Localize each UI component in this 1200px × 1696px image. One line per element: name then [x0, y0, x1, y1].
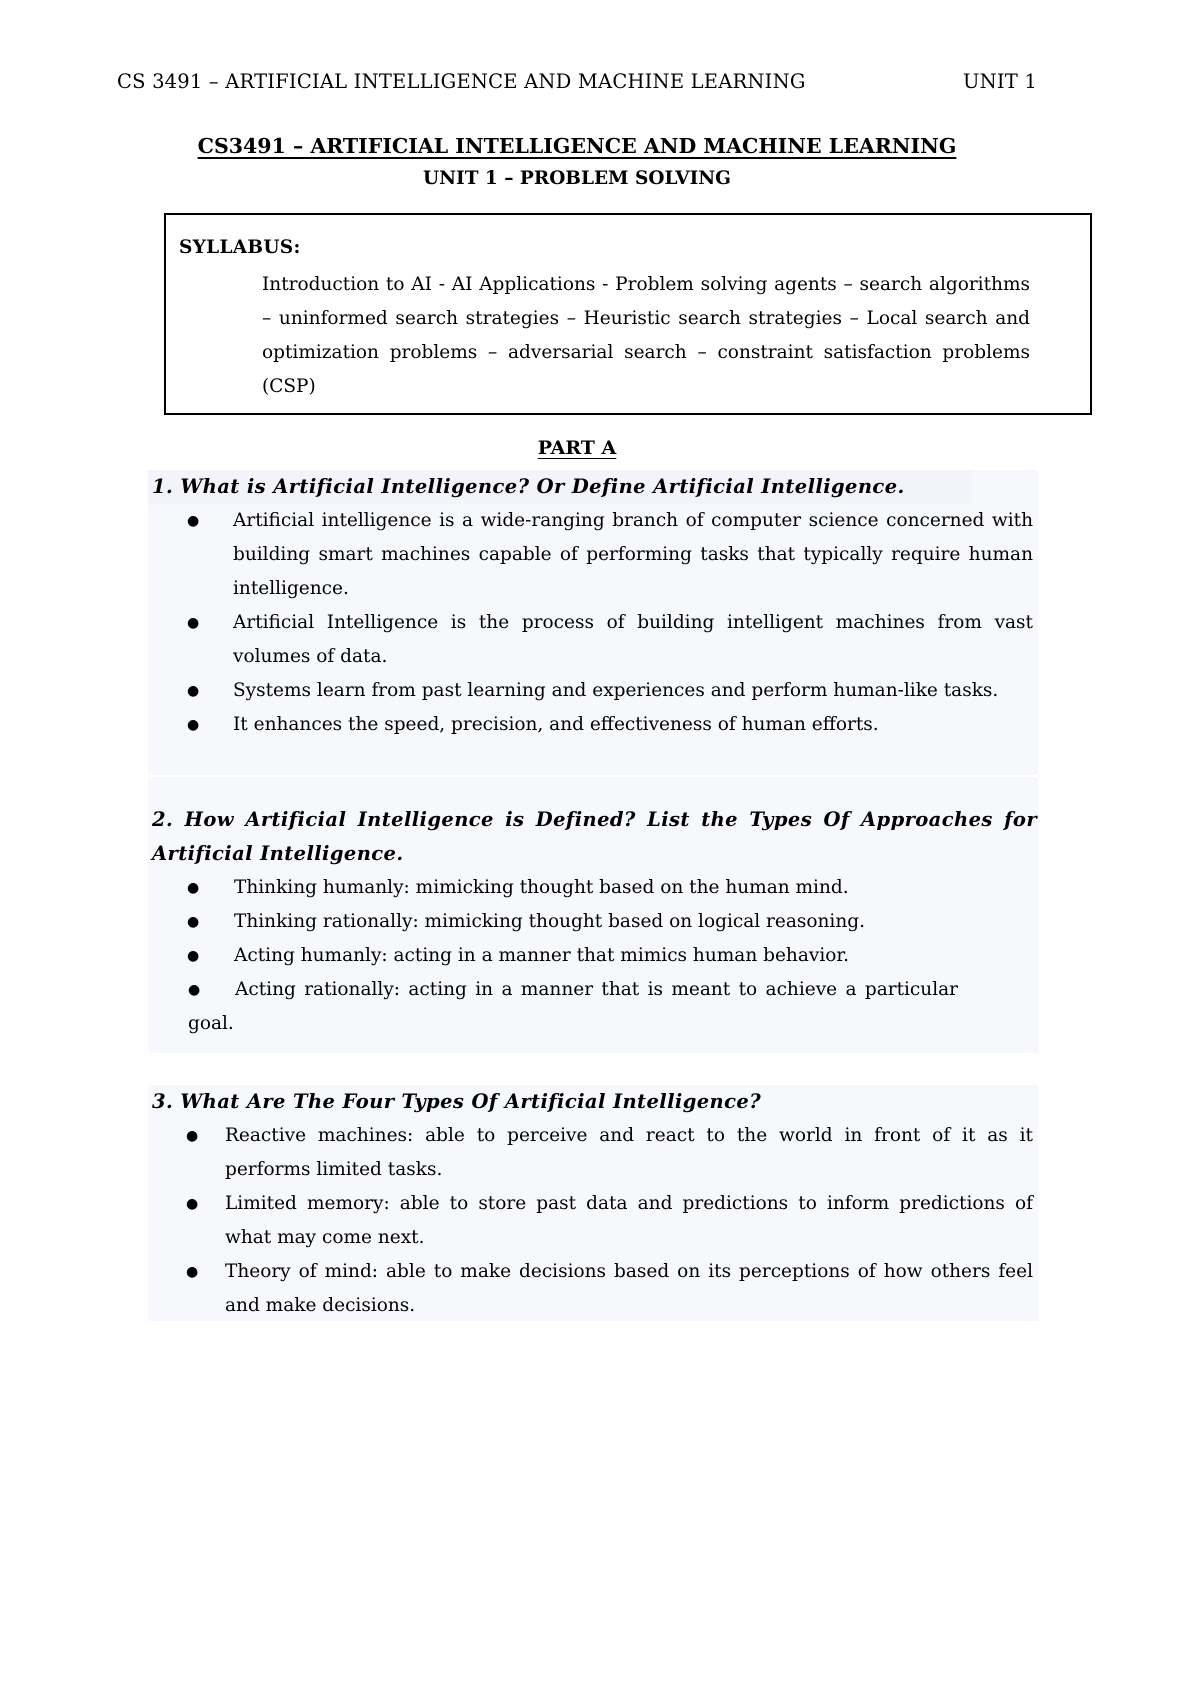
- syllabus-text: Introduction to AI - AI Applications - Problem solving agents – search algorithms – uninformed search strategies – Heuristic search strategies – Local search and optimization problems – adversarial search – constraint satisfaction problems (CSP): [262, 274, 1030, 397]
- answer-list: [148, 1119, 1038, 1323]
- bullet-icon: ●: [187, 914, 200, 930]
- running-header-course: CS 3491 – ARTIFICIAL INTELLIGENCE AND MACHINE LEARNING: [117, 70, 806, 93]
- running-header-unit: UNIT 1: [962, 70, 1037, 93]
- answer-text: Limited memory: able to store past data and predictions to inform predictions of what may come next.: [225, 1193, 1033, 1248]
- question-block-1: [148, 470, 1038, 775]
- question-block-2: [148, 777, 1038, 1053]
- answer-text: Thinking rationally: mimicking thought based on logical reasoning.: [234, 911, 865, 932]
- answer-list: [148, 871, 1038, 1041]
- answer-text: Systems learn from past learning and experiences and perform human-like tasks.: [233, 680, 999, 701]
- answer-text: Artificial intelligence is a wide-ranging branch of computer science concerned with building smart machines capable of performing tasks that typically require human intelligence.: [233, 510, 1033, 599]
- answer-item: [188, 973, 958, 1041]
- part-a-heading: PART A: [537, 437, 617, 459]
- running-header: [117, 70, 1037, 100]
- answer-text: Reactive machines: able to perceive and react to the world in front of it as it performs limited tasks.: [225, 1125, 1033, 1180]
- bullet-icon: ●: [187, 513, 200, 529]
- answer-item: [187, 708, 1033, 742]
- answer-item: [187, 504, 1033, 606]
- bullet-icon: ●: [187, 683, 200, 699]
- bullet-icon: ●: [186, 1264, 199, 1280]
- answer-text: Acting rationally: acting in a manner that is meant to achieve a particular goal.: [188, 979, 958, 1034]
- bullet-icon: ●: [187, 615, 200, 631]
- answer-text: Artificial Intelligence is the process of building intelligent machines from vast volumes of data.: [233, 612, 1033, 667]
- bullet-icon: ●: [187, 717, 200, 733]
- syllabus-heading: SYLLABUS:: [179, 237, 301, 258]
- answer-text: Theory of mind: able to make decisions based on its perceptions of how others feel and make decisions.: [225, 1261, 1033, 1316]
- question-title: 3. What Are The Four Types Of Artificial Intelligence?: [152, 1090, 762, 1113]
- answer-item: [186, 1187, 1033, 1255]
- answer-item: [187, 606, 1033, 674]
- answer-text: Thinking humanly: mimicking thought based on the human mind.: [234, 877, 849, 898]
- bullet-icon: ●: [188, 982, 201, 998]
- answer-item: [187, 871, 1004, 905]
- answer-text: It enhances the speed, precision, and effectiveness of human efforts.: [233, 714, 879, 735]
- document-subtitle: UNIT 1 – PROBLEM SOLVING: [423, 168, 731, 189]
- bullet-icon: ●: [187, 948, 200, 964]
- question-block-3: [148, 1085, 1038, 1321]
- answer-item: [186, 1119, 1033, 1187]
- question-title: 1. What is Artificial Intelligence? Or Define Artificial Intelligence.: [148, 470, 972, 504]
- answer-item: [187, 905, 1004, 939]
- question-title: 2. How Artificial Intelligence is Defined? List the Types Of Approaches for Artificial Intelligence.: [152, 808, 1037, 865]
- bullet-icon: ●: [186, 1196, 199, 1212]
- answer-list: [148, 504, 1038, 742]
- bullet-icon: ●: [186, 1128, 199, 1144]
- answer-item: [187, 674, 1033, 708]
- answer-item: [186, 1255, 1033, 1323]
- syllabus-box: [164, 213, 1092, 415]
- answer-text: Acting humanly: acting in a manner that mimics human behavior.: [234, 945, 850, 966]
- document-title: CS3491 – ARTIFICIAL INTELLIGENCE AND MACHINE LEARNING: [197, 134, 957, 158]
- answer-item: [187, 939, 1004, 973]
- bullet-icon: ●: [187, 880, 200, 896]
